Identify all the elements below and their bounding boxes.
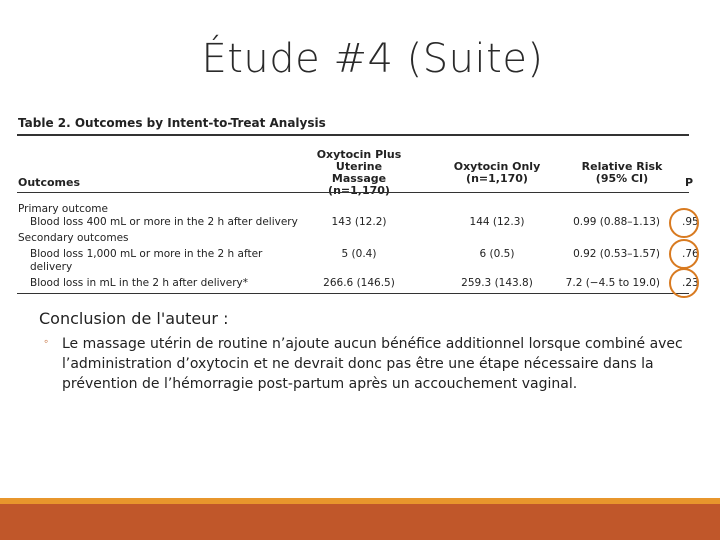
slide-title: Étude #4 (Suite) [201,36,544,82]
row1-p: .95 [682,216,699,228]
table-caption: Table 2. Outcomes by Intent-to-Treat Analysis [18,116,326,130]
outcomes-table [14,112,699,297]
header-col2-line1: Oxytocin Only [453,160,541,173]
header-col1-line2: Uterine [335,160,383,173]
conclusion-text: Le massage utérin de routine n’ajoute aucun bénéfice additionnel lorsque combiné avec l’administration d’oxytocin et ne devrait donc pas être une étape nécessaire dans la prévention de l’hémorragie post-partum après un accouchement vaginal. [62,336,683,392]
row2-rr: 0.92 (0.53–1.57) [573,248,660,260]
row3-col1: 266.6 (146.5) [323,277,395,289]
row3-rr: 7.2 (−4.5 to 19.0) [565,277,660,289]
p-value-highlight-circle [669,208,699,238]
header-col1-line3: Massage (n=1,170) [328,172,390,197]
header-col1-line1: Oxytocin Plus [316,148,402,161]
row1-rr: 0.99 (0.88–1.13) [573,216,660,228]
bullet-icon: ◦ [44,334,49,348]
table-top-rule [17,134,689,136]
header-oxytocin-massage [304,149,414,197]
row2-p: .76 [682,248,699,260]
row1-label: Blood loss 400 mL or more in the 2 h after delivery [30,216,298,228]
section-secondary: Secondary outcomes [18,232,129,244]
section-primary: Primary outcome [18,203,108,215]
header-outcomes: Outcomes [18,176,80,189]
row2-label: Blood loss 1,000 mL or more in the 2 h after [30,248,263,260]
header-p-value: P [684,176,694,189]
row2-col1: 5 (0.4) [341,248,377,260]
table-header-rule [17,192,689,193]
p-value-highlight-circle [669,239,699,269]
header-col3-line2: (95% CI) [595,172,649,185]
row2-label-cont: delivery [30,261,73,273]
row3-col2: 259.3 (143.8) [461,277,533,289]
row3-p: .23 [682,277,699,289]
row1-col1: 143 (12.2) [331,216,387,228]
footer-bar [0,504,720,540]
table-bottom-rule [17,293,689,294]
row3-label: Blood loss in mL in the 2 h after delivery* [30,277,248,289]
header-col3-line1: Relative Risk [581,160,663,173]
conclusion-label: Conclusion de l'auteur : [39,309,229,328]
row2-col2: 6 (0.5) [479,248,515,260]
header-oxytocin-only [442,161,552,185]
row1-col2: 144 (12.3) [469,216,525,228]
header-relative-risk [572,161,672,185]
header-col2-line2: (n=1,170) [466,172,528,185]
p-value-highlight-circle [669,268,699,298]
